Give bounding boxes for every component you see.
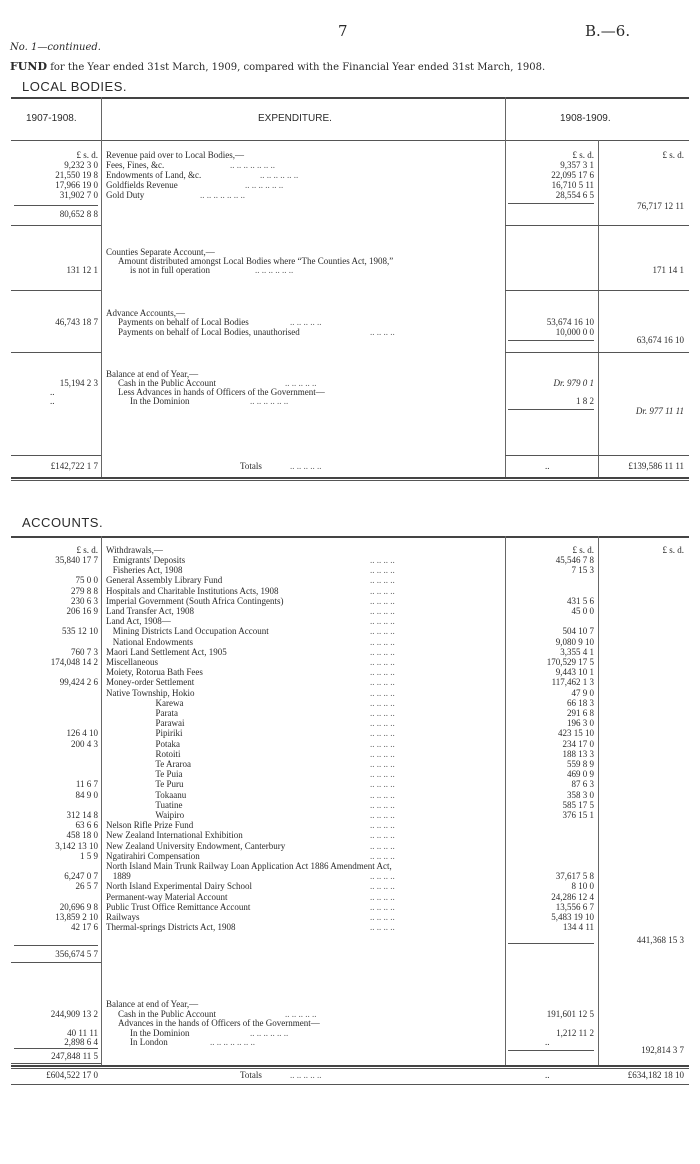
lb-balance-mid: 1 8 2 xyxy=(576,396,594,406)
leader-dots: .. .. .. .. .. xyxy=(290,1070,322,1080)
leader-dots: .. xyxy=(50,387,55,397)
acc-item-label: Parata xyxy=(106,708,178,718)
acc-item-label: Tokaanu xyxy=(106,789,187,800)
lb-balance-mid: Dr. 979 0 1 xyxy=(553,378,594,388)
acc-totals-label: Totals xyxy=(240,1070,262,1080)
leader-dots: .. .. .. .. xyxy=(370,759,395,769)
counties-line2: is not in full operation xyxy=(130,265,210,275)
leader-dots: .. .. .. .. xyxy=(370,606,395,616)
leader-dots: .. .. .. .. xyxy=(370,840,395,851)
acc-mid-value: 3,355 4 1 xyxy=(560,646,594,657)
acc-item-label: Land Act, 1908— xyxy=(106,616,171,627)
acc-mid-value: 358 3 0 xyxy=(567,789,594,800)
acc-left-value: 13,859 2 10 xyxy=(55,912,98,922)
advance-right-value: 63,674 16 10 xyxy=(636,335,684,345)
acc-item-label: Te Puru xyxy=(106,779,184,790)
lb-left-value: 21,550 19 8 xyxy=(55,170,98,180)
acc-mid-value: 431 5 6 xyxy=(567,595,594,606)
leader-dots: .. .. .. .. .. .. xyxy=(250,396,289,406)
acc-left-value: 200 4 3 xyxy=(71,738,98,749)
acc-item-label: Railways xyxy=(106,912,140,922)
acc-balance-title: Balance at end of Year,— xyxy=(106,999,199,1009)
unit-header-left: £ s. d. xyxy=(76,150,98,160)
lb-balance-right: Dr. 977 11 11 xyxy=(635,406,684,416)
leader-dots: .. .. .. .. .. .. .. xyxy=(200,190,245,200)
lb-mid-value: 28,554 6 5 xyxy=(555,190,594,200)
continued-label: No. 1—continued. xyxy=(10,42,101,53)
leader-dots: .. .. .. .. xyxy=(370,687,395,698)
acc-item-label: General Assembly Library Fund xyxy=(106,575,223,586)
acc-left-value: 206 16 9 xyxy=(66,606,98,616)
acc-item-label: National Endowments xyxy=(106,636,193,647)
lb-balance-item: Less Advances in hands of Officers of the Government— xyxy=(118,387,325,397)
acc-left-value: 3,142 13 10 xyxy=(55,840,98,851)
acc-item-label: Public Trust Office Remittance Account xyxy=(106,901,251,912)
acc-balance-left: 244,909 13 2 xyxy=(50,1009,98,1019)
leader-dots: .. .. .. .. xyxy=(370,922,395,933)
leader-dots: .. .. .. .. xyxy=(370,555,395,565)
local-bodies-title: LOCAL BODIES. xyxy=(22,79,127,94)
leader-dots: .. .. .. .. xyxy=(370,850,395,861)
acc-left-value: 35,840 17 7 xyxy=(55,555,98,565)
acc-mid-value: 37,617 5 8 xyxy=(555,871,594,882)
leader-dots: .. .. .. .. xyxy=(370,912,395,922)
acc-mid-value: 7 15 3 xyxy=(571,565,594,576)
unit-header-mid: £ s. d. xyxy=(572,150,594,160)
acc-item-label: Thermal-springs Districts Act, 1908 xyxy=(106,922,236,933)
counties-line1: Amount distributed amongst Local Bodies where “The Counties Act, 1908,” xyxy=(118,256,394,266)
acc-mid-value: 196 3 0 xyxy=(567,718,594,729)
acc-balance-item: In the Dominion xyxy=(130,1028,190,1038)
leader-dots: .. .. .. .. xyxy=(370,708,395,718)
acc-balance-left: 2,898 6 4 xyxy=(64,1037,98,1047)
leader-dots: .. .. .. .. xyxy=(370,779,395,790)
page-number: 7 xyxy=(338,22,348,40)
acc-unit-right: £ s. d. xyxy=(662,545,684,555)
acc-mid-value: 9,443 10 1 xyxy=(555,667,594,678)
withdrawals-total-right: 441,368 15 3 xyxy=(636,935,684,945)
acc-mid-value: 423 15 10 xyxy=(558,728,594,739)
acc-left-value: 26 5 7 xyxy=(75,881,98,892)
withdrawals-heading: Withdrawals,— xyxy=(106,545,163,555)
acc-left-value: 279 8 8 xyxy=(71,585,98,596)
leader-dots: .. xyxy=(545,461,550,471)
lb-total-right: £139,586 11 11 xyxy=(628,461,684,471)
lb-mid-value: 9,357 3 1 xyxy=(560,160,594,170)
accounts-title: ACCOUNTS. xyxy=(22,515,104,530)
leader-dots: .. .. .. .. xyxy=(370,748,395,759)
acc-mid-value: 5,483 19 10 xyxy=(551,912,594,922)
leader-dots: .. .. .. .. xyxy=(370,769,395,780)
leader-dots: .. .. .. .. xyxy=(370,820,395,831)
acc-item-label: Te Puia xyxy=(106,769,183,780)
fund-word: FUND xyxy=(10,60,47,73)
leader-dots: .. .. .. .. xyxy=(370,667,395,678)
leader-dots: .. .. .. .. .. .. xyxy=(260,170,299,180)
leader-dots: .. .. .. .. xyxy=(370,626,395,637)
acc-mid-value: 170,529 17 5 xyxy=(546,657,594,667)
leader-dots: .. .. .. .. xyxy=(370,901,395,912)
leader-dots: .. .. .. .. xyxy=(370,585,395,596)
acc-item-label: Fisheries Act, 1908 xyxy=(106,565,183,576)
leader-dots: .. .. .. .. xyxy=(370,657,395,667)
acc-left-value: 75 0 0 xyxy=(75,575,98,586)
advance-mid-value: 10,000 0 0 xyxy=(555,327,594,337)
acc-balance-item: Cash in the Public Account xyxy=(118,1009,216,1019)
leader-dots: .. .. .. .. xyxy=(370,718,395,729)
acc-mid-value: 66 18 3 xyxy=(567,697,594,708)
lb-total-left: £142,722 1 7 xyxy=(50,461,98,471)
leader-dots: .. .. .. .. xyxy=(370,595,395,606)
lb-balance-item: Cash in the Public Account xyxy=(118,378,216,388)
acc-item-label: Imperial Government (South Africa Contingents) xyxy=(106,595,284,606)
lb-item: Endowments of Land, &c. xyxy=(106,170,202,180)
acc-mid-value: 45,546 7 8 xyxy=(555,555,594,565)
leader-dots: .. .. .. .. xyxy=(370,677,395,688)
leader-dots: .. .. .. .. .. xyxy=(285,378,317,388)
leader-dots: .. .. .. .. xyxy=(370,830,395,841)
acc-mid-value: 8 10 0 xyxy=(571,881,594,892)
counties-right-value: 171 14 1 xyxy=(652,265,684,275)
acc-item-label: Karewa xyxy=(106,697,184,708)
acc-item-label: Miscellaneous xyxy=(106,657,158,667)
acc-mid-value: 117,462 1 3 xyxy=(551,677,594,688)
acc-balance-mid: 1,212 11 2 xyxy=(556,1028,594,1038)
leader-dots: .. .. .. .. xyxy=(370,575,395,586)
lb-left-value: 17,966 19 0 xyxy=(55,180,98,190)
acc-unit-left: £ s. d. xyxy=(76,545,98,555)
acc-item-label: Pipiriki xyxy=(106,728,183,739)
acc-item-label: Te Araroa xyxy=(106,759,191,769)
acc-left-value: 1 5 9 xyxy=(80,850,98,861)
acc-mid-value: 45 0 0 xyxy=(571,606,594,616)
lb-balance-item: In the Dominion xyxy=(130,396,190,406)
acc-left-value: 11 6 7 xyxy=(75,779,98,790)
col-header-expenditure: EXPENDITURE. xyxy=(258,113,332,124)
acc-subtotal-left: 356,674 5 7 xyxy=(55,949,98,959)
acc-mid-value: 134 4 11 xyxy=(562,922,594,933)
col-header-1907: 1907-1908. xyxy=(26,113,77,124)
lb-mid-value: 22,095 17 6 xyxy=(551,170,594,180)
leader-dots: .. .. .. .. .. xyxy=(290,461,322,471)
leader-dots: .. .. .. .. .. xyxy=(290,317,322,327)
leader-dots: .. .. .. .. .. .. xyxy=(245,180,284,190)
lb-mid-value: 16,710 5 11 xyxy=(551,180,594,190)
acc-item-label: Emigrants' Deposits xyxy=(106,555,186,565)
acc-left-value: 174,048 14 2 xyxy=(50,657,98,667)
col-header-1908: 1908-1909. xyxy=(560,113,611,124)
acc-item-label: New Zealand International Exhibition xyxy=(106,830,243,841)
leader-dots: .. .. .. .. xyxy=(370,789,395,800)
acc-item-label: Mining Districts Land Occupation Account xyxy=(106,626,269,637)
acc-mid-value: 504 10 7 xyxy=(562,626,594,637)
leader-dots: .. .. .. .. xyxy=(370,697,395,708)
leader-dots: .. .. .. .. .. xyxy=(285,1009,317,1019)
leader-dots: .. .. .. .. xyxy=(370,881,395,892)
fund-heading xyxy=(10,60,545,73)
acc-item-label: North Island Experimental Dairy School xyxy=(106,881,252,892)
lb-subtotal-right: 76,717 12 11 xyxy=(637,201,684,211)
leader-dots: .. .. .. .. .. .. xyxy=(250,1028,289,1038)
leader-dots: .. .. .. .. xyxy=(370,616,395,627)
leader-dots: .. .. .. .. xyxy=(370,810,395,820)
acc-item-label: Ngatirahiri Compensation xyxy=(106,850,200,861)
acc-left-value: 126 4 10 xyxy=(66,728,98,739)
leader-dots: .. .. .. .. xyxy=(370,728,395,739)
leader-dots: .. xyxy=(50,396,55,406)
leader-dots: .. .. .. .. xyxy=(370,738,395,749)
acc-balance-left: 40 11 11 xyxy=(67,1028,98,1038)
acc-total-right: £634,182 18 10 xyxy=(627,1070,684,1080)
acc-mid-value: 87 6 3 xyxy=(571,779,594,790)
acc-item-label: Maori Land Settlement Act, 1905 xyxy=(106,646,227,657)
acc-item-label: Nelson Rifle Prize Fund xyxy=(106,820,194,831)
lb-left-value: 9,232 3 0 xyxy=(64,160,98,170)
leader-dots: .. .. .. .. xyxy=(370,871,395,882)
lb-left-value: 31,902 7 0 xyxy=(59,190,98,200)
advance-title: Advance Accounts,— xyxy=(106,308,185,318)
leader-dots: .. .. .. .. .. .. xyxy=(255,265,294,275)
acc-mid-value: 469 0 9 xyxy=(567,769,594,780)
acc-item-label: Moiety, Rotorua Bath Fees xyxy=(106,667,203,678)
unit-header-right: £ s. d. xyxy=(662,150,684,160)
acc-balance-item: Advances in the hands of Officers of the Government— xyxy=(118,1018,320,1028)
acc-left-value: 535 12 10 xyxy=(62,626,98,637)
advance-item: Payments on behalf of Local Bodies, unauthorised xyxy=(118,327,300,337)
acc-balance-right: 192,814 3 7 xyxy=(641,1045,684,1055)
acc-mid-value: 188 13 3 xyxy=(562,748,594,759)
acc-balance-mid: 191,601 12 5 xyxy=(546,1009,594,1019)
acc-unit-mid: £ s. d. xyxy=(572,545,594,555)
acc-item-label: Potaka xyxy=(106,738,180,749)
counties-title: Counties Separate Account,— xyxy=(106,247,215,257)
leader-dots: .. .. .. .. xyxy=(370,327,395,337)
acc-mid-value: 585 17 5 xyxy=(562,799,594,810)
leader-dots: .. .. .. .. .. .. .. xyxy=(230,160,275,170)
leader-dots: .. .. .. .. xyxy=(370,891,395,902)
acc-left-value: 99,424 2 6 xyxy=(59,677,98,688)
leader-dots: .. .. .. .. .. .. .. xyxy=(210,1037,255,1047)
leader-dots: .. .. .. .. xyxy=(370,646,395,657)
acc-balance-item: In London xyxy=(130,1037,168,1047)
acc-left-value: 6,247 0 7 xyxy=(64,871,98,882)
leader-dots: .. .. .. .. xyxy=(370,799,395,810)
leader-dots: .. .. .. .. xyxy=(370,565,395,576)
acc-left-value: 84 9 0 xyxy=(75,789,98,800)
acc-item-label: New Zealand University Endowment, Canterbury xyxy=(106,840,286,851)
lb-balance-title: Balance at end of Year,— xyxy=(106,369,199,379)
leader-dots: .. xyxy=(545,1070,550,1080)
acc-item-label: 1889 xyxy=(106,871,131,882)
acc-total-left: £604,522 17 0 xyxy=(46,1070,98,1080)
acc-left-value: 230 6 3 xyxy=(71,595,98,606)
acc-mid-value: 234 17 0 xyxy=(562,738,594,749)
acc-item-label: Money-order Settlement xyxy=(106,677,195,688)
lb-item: Gold Duty xyxy=(106,190,145,200)
advance-mid-value: 53,674 16 10 xyxy=(546,317,594,327)
acc-mid-value: 13,556 6 7 xyxy=(555,901,594,912)
leader-dots: .. xyxy=(545,1037,550,1047)
acc-left-value: 63 6 6 xyxy=(75,820,98,831)
lb-item: Goldfields Revenue xyxy=(106,180,178,190)
acc-balance-subtotal: 247,848 11 5 xyxy=(51,1051,98,1061)
acc-left-value: 312 14 8 xyxy=(66,810,98,820)
acc-item-label: Hospitals and Charitable Institutions Acts, 1908 xyxy=(106,585,279,596)
acc-mid-value: 291 6 8 xyxy=(567,708,594,718)
acc-mid-value: 24,286 12 4 xyxy=(551,891,594,902)
acc-mid-value: 559 8 9 xyxy=(567,759,594,769)
revenue-heading: Revenue paid over to Local Bodies,— xyxy=(106,150,244,160)
lb-totals-label: Totals xyxy=(240,461,262,471)
acc-item-label: Land Transfer Act, 1908 xyxy=(106,606,194,616)
advance-left-value: 46,743 18 7 xyxy=(55,317,98,327)
lb-subtotal-left: 80,652 8 8 xyxy=(59,209,98,219)
acc-item-label: Parawai xyxy=(106,718,185,729)
lb-item: Fees, Fines, &c. xyxy=(106,160,165,170)
acc-item-label: North Island Main Trunk Railway Loan Application Act 1886 Amendment Act, xyxy=(106,861,392,871)
acc-item-label: Rotoiti xyxy=(106,748,181,759)
fund-line: for the Year ended 31st March, 1909, compared with the Financial Year ended 31st March, 1908. xyxy=(50,62,546,73)
acc-item-label: Waipiro xyxy=(106,810,185,820)
acc-left-value: 458 18 0 xyxy=(66,830,98,841)
acc-mid-value: 9,080 9 10 xyxy=(555,636,594,647)
acc-item-label: Tuatine xyxy=(106,799,183,810)
lb-balance-left: 15,194 2 3 xyxy=(59,378,98,388)
advance-item: Payments on behalf of Local Bodies xyxy=(118,317,249,327)
acc-left-value: 760 7 3 xyxy=(71,646,98,657)
acc-left-value: 20,696 9 8 xyxy=(59,901,98,912)
document-code: B.—6. xyxy=(585,22,631,40)
acc-mid-value: 47 9 0 xyxy=(571,687,594,698)
counties-left-value: 131 12 1 xyxy=(66,265,98,275)
acc-left-value: 42 17 6 xyxy=(71,922,98,933)
acc-item-label: Permanent-way Material Account xyxy=(106,891,228,902)
acc-mid-value: 376 15 1 xyxy=(562,810,594,820)
acc-item-label: Native Township, Hokio xyxy=(106,687,195,698)
leader-dots: .. .. .. .. xyxy=(370,636,395,647)
